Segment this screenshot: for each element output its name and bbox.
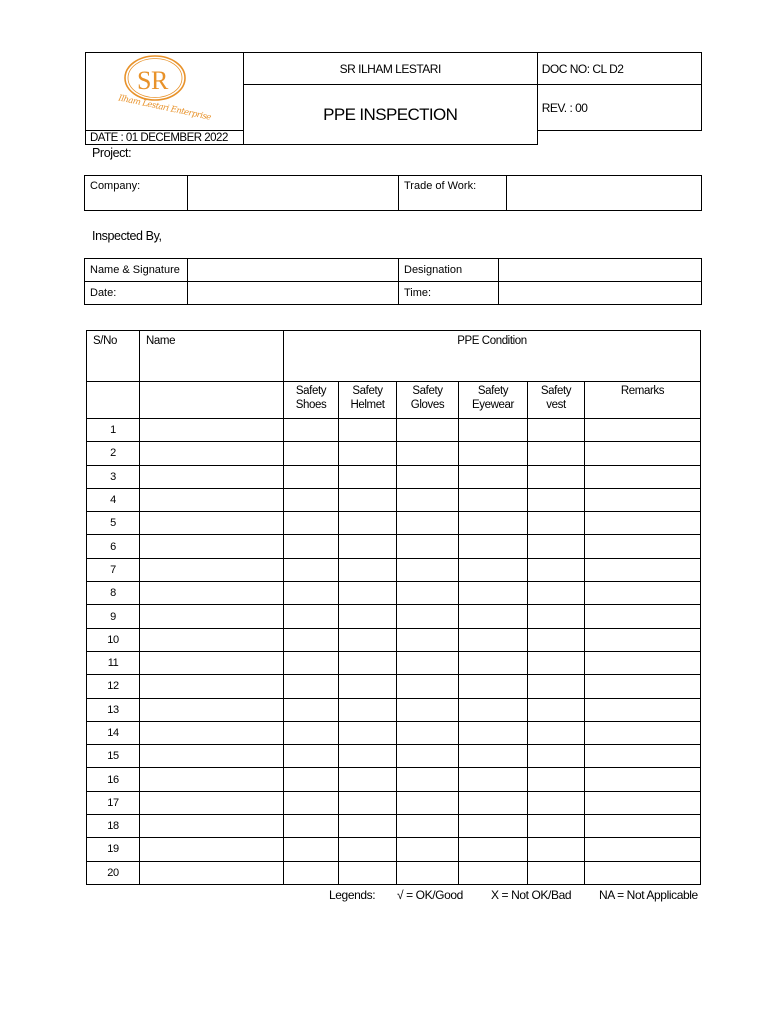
- name-cell[interactable]: [140, 465, 284, 488]
- ppe-rows: [87, 419, 701, 885]
- safety-shoes-cell[interactable]: [284, 651, 339, 674]
- row-number: 10: [87, 628, 140, 651]
- safety-vest-cell[interactable]: [528, 791, 585, 814]
- safety-gloves-cell[interactable]: [397, 861, 459, 884]
- remarks-cell[interactable]: [585, 651, 701, 674]
- safety-helmet-cell[interactable]: [339, 419, 397, 442]
- safety-vest-cell[interactable]: [528, 512, 585, 535]
- doc-no: DOC NO: CL D2: [541, 61, 624, 76]
- name-cell[interactable]: [140, 815, 284, 838]
- safety-vest-cell[interactable]: [528, 768, 585, 791]
- safety-eyewear-cell[interactable]: [459, 815, 528, 838]
- remarks-cell[interactable]: [585, 838, 701, 861]
- row-number: 9: [87, 605, 140, 628]
- safety-vest-cell[interactable]: [528, 651, 585, 674]
- remarks-cell[interactable]: [585, 791, 701, 814]
- row-number: 7: [87, 558, 140, 581]
- safety-vest-cell[interactable]: [528, 442, 585, 465]
- row-number: 18: [87, 815, 140, 838]
- remarks-cell[interactable]: [585, 605, 701, 628]
- safety-helmet-cell[interactable]: [339, 535, 397, 558]
- safety-gloves-cell[interactable]: [397, 675, 459, 698]
- rev-cell: [537, 85, 701, 131]
- name-cell[interactable]: [140, 442, 284, 465]
- legend-label: Legends:: [329, 888, 376, 902]
- table-row: [87, 745, 701, 768]
- name-cell[interactable]: [140, 582, 284, 605]
- remarks-cell[interactable]: [585, 558, 701, 581]
- table-row: [87, 488, 701, 511]
- row-number: 11: [87, 651, 140, 674]
- safety-gloves-cell[interactable]: [397, 838, 459, 861]
- date-field[interactable]: [188, 282, 399, 305]
- safety-eyewear-cell[interactable]: [459, 488, 528, 511]
- row-number: 4: [87, 488, 140, 511]
- doc-date: DATE : 01 DECEMBER 2022: [90, 131, 228, 144]
- safety-gloves-cell[interactable]: [397, 721, 459, 744]
- safety-helmet-cell[interactable]: [339, 605, 397, 628]
- safety-gloves-cell[interactable]: [397, 465, 459, 488]
- safety-helmet-cell[interactable]: [339, 745, 397, 768]
- trade-field[interactable]: [507, 176, 702, 211]
- subheader-remarks: [585, 382, 701, 419]
- inspected-by-label: Inspected By,: [92, 229, 162, 243]
- safety-vest-cell[interactable]: [528, 605, 585, 628]
- safety-shoes-cell[interactable]: [284, 488, 339, 511]
- remarks-cell[interactable]: [585, 698, 701, 721]
- safety-gloves-cell[interactable]: [397, 651, 459, 674]
- safety-shoes-cell[interactable]: [284, 745, 339, 768]
- subheader-safety-vest-text: Safety vest: [540, 385, 572, 411]
- row-number: 13: [87, 698, 140, 721]
- name-cell[interactable]: [140, 419, 284, 442]
- row-number: 14: [87, 721, 140, 744]
- legend-ok: √ = OK/Good: [397, 888, 463, 902]
- table-row: [87, 861, 701, 884]
- subheader-blank: [87, 382, 140, 419]
- subheader-safety-helmet-text: Safety Helmet: [350, 385, 385, 411]
- safety-helmet-cell[interactable]: [339, 651, 397, 674]
- remarks-cell[interactable]: [585, 582, 701, 605]
- safety-helmet-cell[interactable]: [339, 768, 397, 791]
- safety-vest-cell[interactable]: [528, 838, 585, 861]
- logo-cell: [86, 53, 244, 131]
- date-label: Date:: [85, 282, 188, 305]
- company-name: SR ILHAM LESTARI: [339, 61, 441, 76]
- remarks-cell[interactable]: [585, 721, 701, 744]
- safety-shoes-cell[interactable]: [284, 512, 339, 535]
- safety-vest-cell[interactable]: [528, 675, 585, 698]
- safety-vest-cell[interactable]: [528, 535, 585, 558]
- table-row: [87, 442, 701, 465]
- row-number: 12: [87, 675, 140, 698]
- remarks-cell[interactable]: [585, 512, 701, 535]
- safety-gloves-cell[interactable]: [397, 442, 459, 465]
- safety-helmet-cell[interactable]: [339, 488, 397, 511]
- safety-vest-cell[interactable]: [528, 698, 585, 721]
- col-header-ppe-condition: [284, 331, 701, 382]
- table-row: [87, 558, 701, 581]
- safety-vest-cell[interactable]: [528, 861, 585, 884]
- form-title-cell: [243, 85, 537, 145]
- table-row: [87, 465, 701, 488]
- subheader-blank: [140, 382, 284, 419]
- name-cell[interactable]: [140, 721, 284, 744]
- safety-helmet-cell[interactable]: [339, 861, 397, 884]
- table-row: [87, 535, 701, 558]
- table-row: [87, 605, 701, 628]
- name-signature-field[interactable]: [188, 259, 399, 282]
- row-number: 1: [87, 419, 140, 442]
- remarks-cell[interactable]: [585, 628, 701, 651]
- remarks-cell[interactable]: [585, 535, 701, 558]
- safety-shoes-cell[interactable]: [284, 815, 339, 838]
- table-row: [87, 675, 701, 698]
- safety-eyewear-cell[interactable]: [459, 861, 528, 884]
- safety-eyewear-cell[interactable]: [459, 651, 528, 674]
- safety-vest-cell[interactable]: [528, 628, 585, 651]
- safety-shoes-cell[interactable]: [284, 535, 339, 558]
- name-cell[interactable]: [140, 605, 284, 628]
- designation-label: Designation: [399, 259, 499, 282]
- safety-eyewear-cell[interactable]: [459, 535, 528, 558]
- safety-shoes-cell[interactable]: [284, 791, 339, 814]
- safety-helmet-cell[interactable]: [339, 582, 397, 605]
- safety-eyewear-cell[interactable]: [459, 605, 528, 628]
- name-cell[interactable]: [140, 698, 284, 721]
- safety-gloves-cell[interactable]: [397, 698, 459, 721]
- ppe-condition-table: [86, 330, 701, 885]
- safety-helmet-cell[interactable]: [339, 558, 397, 581]
- form-title: PPE INSPECTION: [323, 104, 458, 124]
- safety-vest-cell[interactable]: [528, 419, 585, 442]
- col-header-sno: [87, 331, 140, 382]
- remarks-cell[interactable]: [585, 419, 701, 442]
- subheader-safety-shoes: [284, 382, 339, 419]
- safety-eyewear-cell[interactable]: [459, 838, 528, 861]
- name-cell[interactable]: [140, 791, 284, 814]
- subheader-safety-eyewear-text: Safety Eyewear: [472, 385, 514, 411]
- safety-gloves-cell[interactable]: [397, 488, 459, 511]
- company-logo: [109, 53, 219, 127]
- table-row: [87, 512, 701, 535]
- row-number: 6: [87, 535, 140, 558]
- safety-helmet-cell[interactable]: [339, 442, 397, 465]
- safety-eyewear-cell[interactable]: [459, 628, 528, 651]
- safety-gloves-cell[interactable]: [397, 791, 459, 814]
- safety-shoes-cell[interactable]: [284, 768, 339, 791]
- safety-vest-cell[interactable]: [528, 488, 585, 511]
- safety-gloves-cell[interactable]: [397, 512, 459, 535]
- name-cell[interactable]: [140, 488, 284, 511]
- row-number: 20: [87, 861, 140, 884]
- safety-helmet-cell[interactable]: [339, 698, 397, 721]
- table-row: [87, 651, 701, 674]
- safety-eyewear-cell[interactable]: [459, 745, 528, 768]
- safety-eyewear-cell[interactable]: [459, 675, 528, 698]
- name-signature-label: Name & Signature: [85, 259, 188, 282]
- safety-vest-cell[interactable]: [528, 558, 585, 581]
- remarks-cell[interactable]: [585, 815, 701, 838]
- table-row: [87, 721, 701, 744]
- row-number: 2: [87, 442, 140, 465]
- safety-gloves-cell[interactable]: [397, 582, 459, 605]
- row-number: 16: [87, 768, 140, 791]
- col-header-name: [140, 331, 284, 382]
- col-header-name-text: Name: [146, 335, 176, 347]
- table-row: [87, 419, 701, 442]
- name-cell[interactable]: [140, 861, 284, 884]
- name-cell[interactable]: [140, 651, 284, 674]
- row-number: 15: [87, 745, 140, 768]
- safety-helmet-cell[interactable]: [339, 838, 397, 861]
- safety-eyewear-cell[interactable]: [459, 698, 528, 721]
- safety-eyewear-cell[interactable]: [459, 442, 528, 465]
- row-number: 19: [87, 838, 140, 861]
- safety-shoes-cell[interactable]: [284, 721, 339, 744]
- safety-vest-cell[interactable]: [528, 745, 585, 768]
- company-table: [84, 175, 702, 211]
- col-header-ppe-condition-text: PPE Condition: [457, 335, 527, 347]
- company-field[interactable]: [188, 176, 399, 211]
- row-number: 17: [87, 791, 140, 814]
- remarks-cell[interactable]: [585, 442, 701, 465]
- remarks-cell[interactable]: [585, 861, 701, 884]
- safety-eyewear-cell[interactable]: [459, 768, 528, 791]
- safety-shoes-cell[interactable]: [284, 558, 339, 581]
- safety-eyewear-cell[interactable]: [459, 582, 528, 605]
- logo-monogram: SR: [137, 66, 169, 95]
- name-cell[interactable]: [140, 512, 284, 535]
- safety-vest-cell[interactable]: [528, 465, 585, 488]
- name-cell[interactable]: [140, 628, 284, 651]
- time-label: Time:: [399, 282, 499, 305]
- logo-tagline: Ilham Lestari Enterprise: [117, 93, 213, 123]
- safety-gloves-cell[interactable]: [397, 745, 459, 768]
- company-name-cell: [243, 53, 537, 85]
- safety-gloves-cell[interactable]: [397, 605, 459, 628]
- table-row: [87, 628, 701, 651]
- safety-eyewear-cell[interactable]: [459, 791, 528, 814]
- subheader-safety-helmet: [339, 382, 397, 419]
- safety-helmet-cell[interactable]: [339, 628, 397, 651]
- safety-gloves-cell[interactable]: [397, 768, 459, 791]
- subheader-safety-vest: [528, 382, 585, 419]
- safety-shoes-cell[interactable]: [284, 605, 339, 628]
- table-row: [87, 698, 701, 721]
- safety-vest-cell[interactable]: [528, 721, 585, 744]
- table-row: [87, 768, 701, 791]
- safety-eyewear-cell[interactable]: [459, 558, 528, 581]
- legend-not-applicable: NA = Not Applicable: [599, 888, 698, 902]
- safety-eyewear-cell[interactable]: [459, 419, 528, 442]
- safety-helmet-cell[interactable]: [339, 815, 397, 838]
- legend-not-ok: X = Not OK/Bad: [491, 888, 572, 902]
- designation-field[interactable]: [499, 259, 702, 282]
- remarks-cell[interactable]: [585, 675, 701, 698]
- safety-eyewear-cell[interactable]: [459, 512, 528, 535]
- name-cell[interactable]: [140, 535, 284, 558]
- subheader-remarks-text: Remarks: [620, 385, 665, 397]
- revision: REV. : 00: [541, 100, 588, 115]
- name-cell[interactable]: [140, 838, 284, 861]
- safety-shoes-cell[interactable]: [284, 698, 339, 721]
- table-row: [87, 582, 701, 605]
- document-header: [85, 52, 702, 145]
- safety-vest-cell[interactable]: [528, 582, 585, 605]
- project-label: Project:: [92, 146, 132, 160]
- table-row: [87, 815, 701, 838]
- col-header-sno-text: S/No: [93, 335, 117, 347]
- safety-shoes-cell[interactable]: [284, 675, 339, 698]
- subheader-safety-gloves: [397, 382, 459, 419]
- name-cell[interactable]: [140, 558, 284, 581]
- row-number: 3: [87, 465, 140, 488]
- safety-eyewear-cell[interactable]: [459, 721, 528, 744]
- remarks-cell[interactable]: [585, 745, 701, 768]
- name-cell[interactable]: [140, 675, 284, 698]
- safety-gloves-cell[interactable]: [397, 419, 459, 442]
- safety-helmet-cell[interactable]: [339, 675, 397, 698]
- safety-shoes-cell[interactable]: [284, 465, 339, 488]
- row-number: 8: [87, 582, 140, 605]
- table-row: [87, 791, 701, 814]
- safety-helmet-cell[interactable]: [339, 791, 397, 814]
- safety-helmet-cell[interactable]: [339, 512, 397, 535]
- trade-label: Trade of Work:: [399, 176, 507, 211]
- name-cell[interactable]: [140, 745, 284, 768]
- subheader-safety-shoes-text: Safety Shoes: [295, 385, 327, 411]
- name-cell[interactable]: [140, 768, 284, 791]
- safety-shoes-cell[interactable]: [284, 838, 339, 861]
- safety-helmet-cell[interactable]: [339, 465, 397, 488]
- doc-no-cell: [537, 53, 701, 85]
- company-label: Company:: [85, 176, 188, 211]
- safety-vest-cell[interactable]: [528, 815, 585, 838]
- safety-gloves-cell[interactable]: [397, 628, 459, 651]
- table-row: [87, 838, 701, 861]
- subheader-safety-gloves-text: Safety Gloves: [410, 385, 445, 411]
- safety-gloves-cell[interactable]: [397, 535, 459, 558]
- safety-shoes-cell[interactable]: [284, 442, 339, 465]
- safety-helmet-cell[interactable]: [339, 721, 397, 744]
- date-cell: [86, 131, 244, 145]
- safety-eyewear-cell[interactable]: [459, 465, 528, 488]
- remarks-cell[interactable]: [585, 488, 701, 511]
- inspected-by-table: [84, 258, 702, 305]
- row-number: 5: [87, 512, 140, 535]
- safety-shoes-cell[interactable]: [284, 582, 339, 605]
- safety-shoes-cell[interactable]: [284, 628, 339, 651]
- safety-gloves-cell[interactable]: [397, 815, 459, 838]
- subheader-safety-eyewear: [459, 382, 528, 419]
- time-field[interactable]: [499, 282, 702, 305]
- safety-gloves-cell[interactable]: [397, 558, 459, 581]
- safety-shoes-cell[interactable]: [284, 419, 339, 442]
- remarks-cell[interactable]: [585, 465, 701, 488]
- safety-shoes-cell[interactable]: [284, 861, 339, 884]
- remarks-cell[interactable]: [585, 768, 701, 791]
